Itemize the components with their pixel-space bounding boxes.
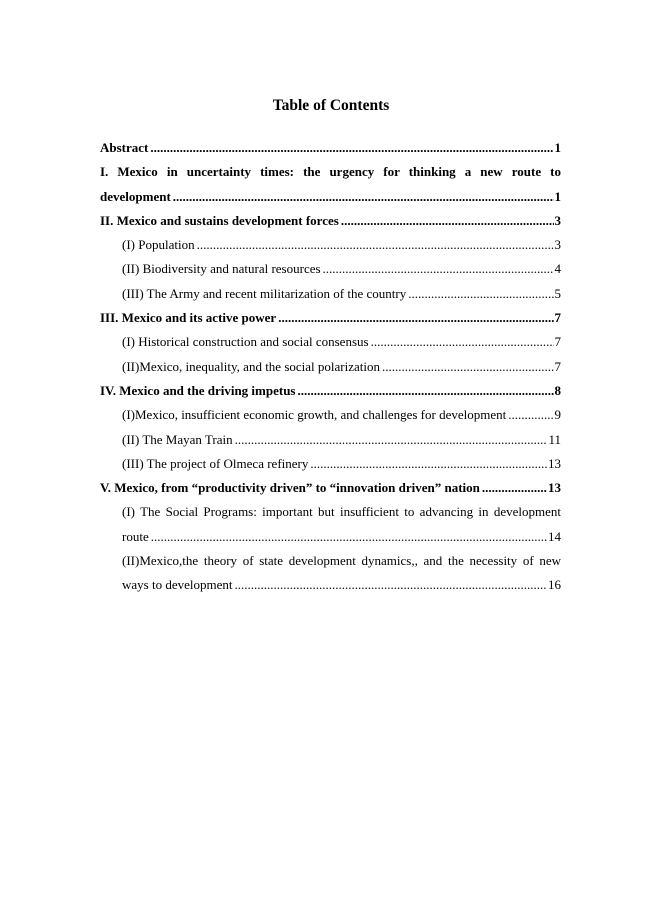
toc-entry-label: (I)Mexico, insufficient economic growth, and challenges for development <box>122 407 507 423</box>
toc-entry-label: (II)Mexico, inequality, and the social polarization <box>122 358 380 374</box>
page-title: Table of Contents <box>272 97 390 114</box>
toc-entry-label: (I) Population <box>122 237 195 253</box>
toc-page-number: 9 <box>554 407 561 423</box>
toc-page-number: 14 <box>548 528 561 544</box>
toc-entry-label: (II)Mexico,the theory of state development dynamics,, and the necessity of new <box>122 553 561 569</box>
toc-page-number: 8 <box>554 382 561 398</box>
toc-entry-section-3[interactable] <box>100 306 561 330</box>
dot-leader <box>408 282 553 306</box>
toc-page-number: 13 <box>548 480 561 496</box>
toc-entry-label: (III) The Army and recent militarization of the country <box>122 285 407 301</box>
toc-entry-label: route <box>122 528 149 544</box>
toc-entry-label: III. Mexico and its active power <box>100 310 277 326</box>
toc-entry-subsection[interactable] <box>100 355 561 379</box>
dot-leader <box>371 330 554 354</box>
toc-page-number: 16 <box>548 577 561 593</box>
toc-entry-section-2[interactable] <box>100 209 561 233</box>
dot-leader <box>173 185 554 209</box>
dot-leader <box>234 573 547 597</box>
toc-entry-subsection-line2[interactable] <box>100 573 561 597</box>
dot-leader <box>150 136 553 160</box>
toc-entry-label: (II) Biodiversity and natural resources <box>122 261 321 277</box>
dot-leader <box>235 428 548 452</box>
dot-leader <box>298 379 554 403</box>
toc-page-number: 5 <box>554 285 561 301</box>
toc-page-number: 1 <box>554 140 561 155</box>
toc-entry-subsection[interactable] <box>100 330 561 354</box>
toc-entry-subsection-line2[interactable] <box>100 525 561 549</box>
toc-entry-subsection[interactable] <box>100 403 561 427</box>
toc-entry-label: (I) Historical construction and social consensus <box>122 334 369 350</box>
toc-entry-subsection[interactable] <box>100 428 561 452</box>
toc-entry-subsection-line1[interactable] <box>100 549 561 573</box>
toc-entry-label: development <box>100 188 171 204</box>
dot-leader <box>197 233 554 257</box>
dot-leader <box>341 209 554 233</box>
toc-entry-section-4[interactable] <box>100 379 561 403</box>
toc-entry-label: ways to development <box>122 577 233 593</box>
toc-page-number: 3 <box>554 237 561 253</box>
toc-entry-label: V. Mexico, from “productivity driven” to “innovation driven” nation <box>100 480 480 496</box>
toc-entry-section-1-line1[interactable] <box>100 160 561 184</box>
toc-entry-label: I. Mexico in uncertainty times: the urgency for thinking a new route to <box>100 164 561 180</box>
toc-entry-label: (II) The Mayan Train <box>122 431 233 447</box>
dot-leader <box>278 306 553 330</box>
dot-leader <box>151 525 547 549</box>
toc-entry-subsection-line1[interactable] <box>100 500 561 524</box>
dot-leader <box>323 257 554 281</box>
toc-page-number: 13 <box>548 455 561 471</box>
toc-entry-subsection[interactable] <box>100 257 561 281</box>
toc-entry-abstract[interactable] <box>100 136 561 160</box>
toc-page-number: 1 <box>554 188 561 204</box>
dot-leader <box>482 476 547 500</box>
toc-entry-subsection[interactable] <box>100 452 561 476</box>
toc-entry-label: II. Mexico and sustains development forces <box>100 212 339 228</box>
toc-entry-label: IV. Mexico and the driving impetus <box>100 382 296 398</box>
toc-page-number: 3 <box>554 212 561 228</box>
toc-entry-subsection[interactable] <box>100 233 561 257</box>
toc-page-number: 7 <box>554 334 561 350</box>
dot-leader <box>310 452 547 476</box>
dot-leader <box>382 355 554 379</box>
toc-entry-label: (I) The Social Programs: important but insufficient to advancing in development <box>122 504 561 520</box>
toc-page-number: 7 <box>554 358 561 374</box>
toc-entry-label: (III) The project of Olmeca refinery <box>122 455 309 471</box>
table-of-contents <box>100 136 561 598</box>
toc-page-number: 4 <box>554 261 561 277</box>
toc-entry-subsection[interactable] <box>100 282 561 306</box>
toc-entry-section-5[interactable] <box>100 476 561 500</box>
toc-entry-label: Abstract <box>100 140 149 155</box>
toc-page-number: 7 <box>554 310 561 326</box>
toc-page-number: 11 <box>548 431 561 447</box>
toc-entry-section-1-line2[interactable] <box>100 185 561 209</box>
dot-leader <box>508 403 553 427</box>
